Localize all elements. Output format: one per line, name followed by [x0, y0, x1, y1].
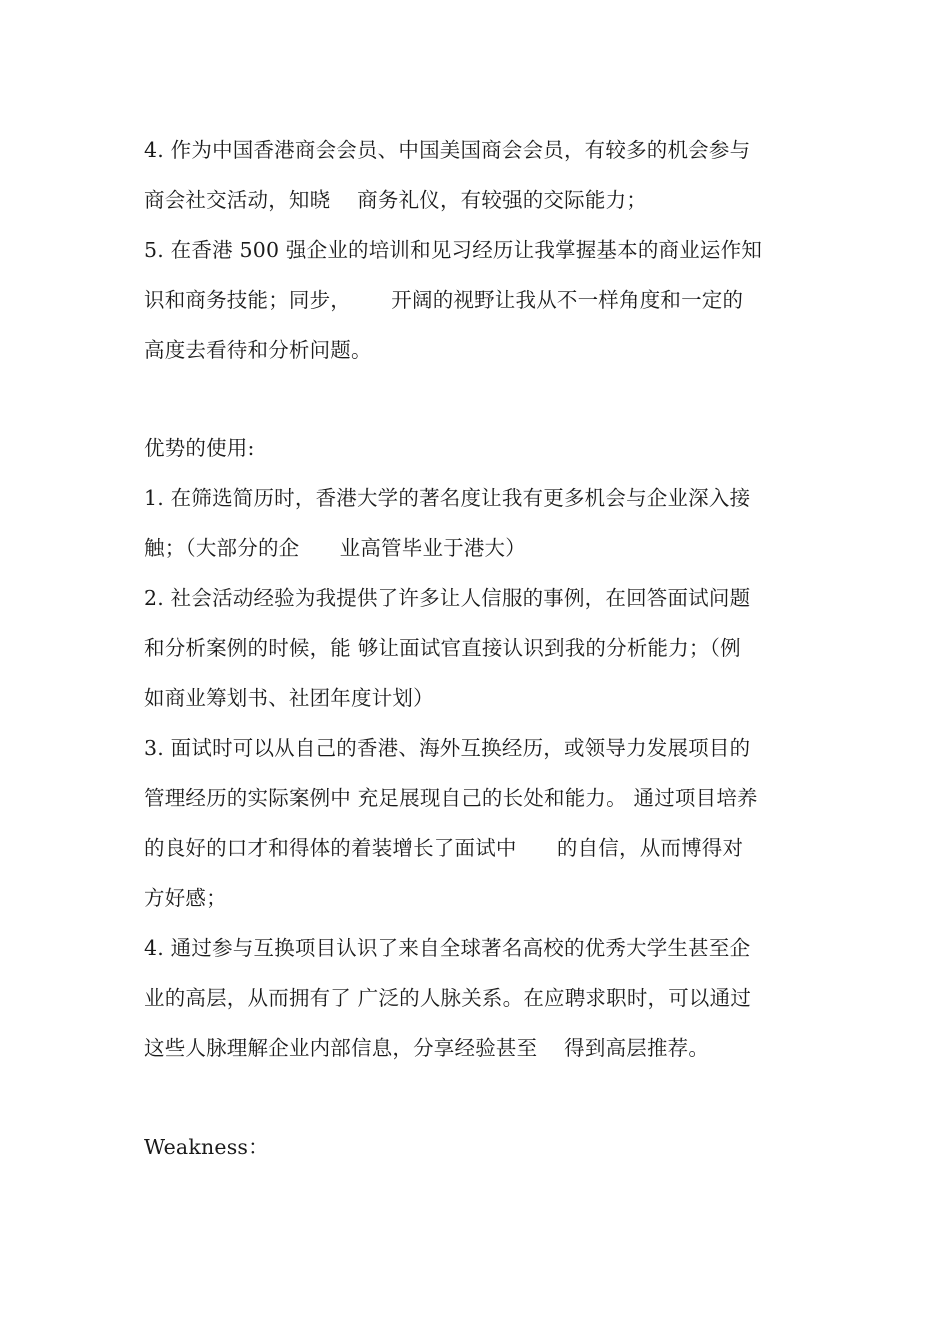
text-line: 这些人脉理解企业内部信息，分享经验甚至 得到高层推荐。 — [144, 1036, 710, 1060]
text-line: 和分析案例的时候，能 够让面试官直接认识到我的分析能力；（例 — [144, 636, 741, 660]
text-line: 方好感； — [144, 886, 227, 910]
text-line: 1. 在筛选简历时，香港大学的著名度让我有更多机会与企业深入接 — [144, 486, 751, 510]
text-line: 5. 在香港 500 强企业的培训和见习经历让我掌握基本的商业运作知 — [144, 238, 763, 262]
text-line: 触；（大部分的企 业高管毕业于港大） — [144, 536, 526, 560]
text-line: 3. 面试时可以从自己的香港、海外互换经历，或领导力发展项目的 — [144, 736, 751, 760]
section-heading: Weakness： — [144, 1135, 269, 1159]
text-line: 业的高层，从而拥有了 广泛的人脉关系。在应聘求职时，可以通过 — [144, 986, 752, 1010]
text-line: 商会社交活动，知晓 商务礼仪，有较强的交际能力； — [144, 188, 647, 212]
section-heading: 优势的使用: — [144, 436, 255, 460]
text-line: 4. 通过参与互换项目认识了来自全球著名高校的优秀大学生甚至企 — [144, 936, 751, 960]
text-line: 识和商务技能；同步， 开阔的视野让我从不一样角度和一定的 — [144, 288, 744, 312]
text-line: 如商业筹划书、社团年度计划） — [144, 686, 434, 710]
text-line: 4. 作为中国香港商会会员、中国美国商会会员，有较多的机会参与 — [144, 138, 751, 162]
text-line: 管理经历的实际案例中 充足展现自己的长处和能力。 通过项目培养 — [144, 786, 758, 810]
text-line: 的良好的口才和得体的着装增长了面试中 的自信，从而博得对 — [144, 836, 744, 860]
text-line: 2. 社会活动经验为我提供了许多让人信服的事例，在回答面试问题 — [144, 586, 751, 610]
text-line: 高度去看待和分析问题。 — [144, 338, 372, 362]
